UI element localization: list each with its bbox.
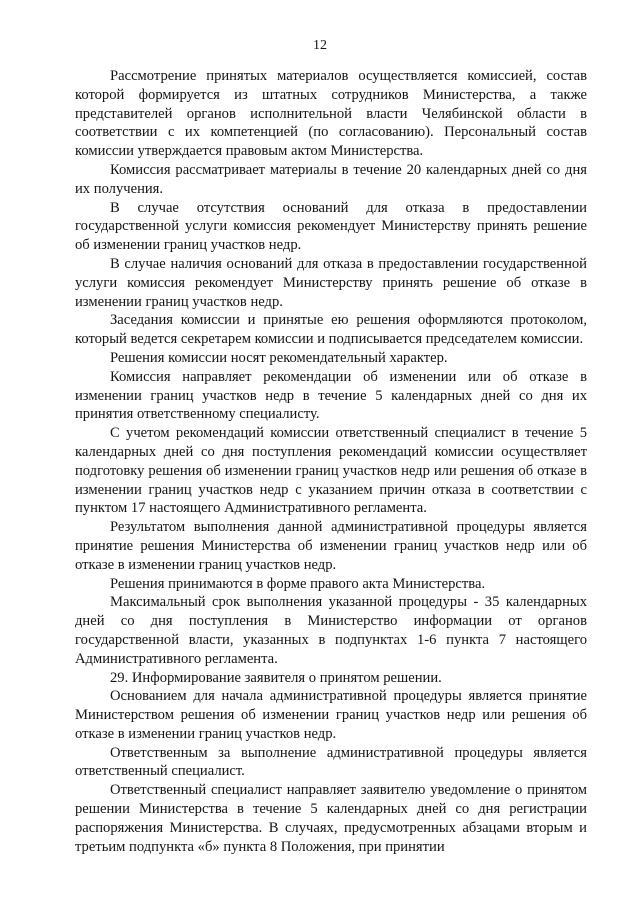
paragraph: Решения комиссии носят рекомендательный характер. bbox=[110, 349, 448, 366]
page-number: 12 bbox=[313, 38, 327, 53]
document-body bbox=[75, 67, 587, 856]
paragraph: Комиссия направляет рекомендации об изменении или об отказе в изменении границ участков недр в течение 5 календарных дней со дня их принятия ответственному специалисту. bbox=[75, 368, 587, 423]
paragraph: Комиссия рассматривает материалы в течение 20 календарных дней со дня их получения. bbox=[75, 161, 587, 197]
paragraph: Рассмотрение принятых материалов осуществляется комиссией, состав которой формируется из штатных сотрудников Министерства, а также представителей органов исполнительной власти Челябинской области в соответствии с их компетенцией (по согласованию). Персональный состав комиссии утверждается правовым актом Министерства. bbox=[75, 68, 587, 160]
paragraph: Решения принимаются в форме правого акта Министерства. bbox=[110, 575, 486, 592]
paragraph: Основанием для начала административной процедуры является принятие Министерством решения об изменении границ участков недр или решения об отказе в изменении границ участков недр. bbox=[75, 688, 587, 742]
paragraph: Максимальный срок выполнения указанной процедуры - 35 календарных дней со дня поступления в Министерство информации от органов государственной власти, указанных в подпунктах 1-6 пункта 7 настоящего Административного регламента. bbox=[75, 594, 587, 667]
paragraph: Результатом выполнения данной административной процедуры является принятие решения Министерства об изменении границ участков недр или об отказе в изменении границ участков недр. bbox=[75, 519, 587, 573]
paragraph: Ответственным за выполнение административной процедуры является ответственный специалист. bbox=[75, 744, 587, 780]
paragraph: В случае наличия оснований для отказа в предоставлении государственной услуги комиссия рекомендует Министерству принять решение об отказе в изменении границ участков недр. bbox=[75, 255, 587, 310]
paragraph: Ответственный специалист направляет заявителю уведомление о принятом решении Министерства в течение 5 календарных дней со дня регистрации распоряжения Министерства. В случаях, предусмотренных абзацами вторым и третьим подпункта «б» пункта 8 Положения, при принятии bbox=[75, 782, 587, 855]
paragraph: Заседания комиссии и принятые ею решения оформляются протоколом, который ведется секретарем комиссии и подписывается председателем комиссии. bbox=[75, 312, 587, 348]
paragraph: 29. Информирование заявителя о принятом решении. bbox=[110, 669, 442, 686]
paragraph: С учетом рекомендаций комиссии ответственный специалист в течение 5 календарных дней со дня поступления рекомендаций комиссии осуществляет подготовку решения об изменении границ участков недр или решения об отказе в изменении границ участков недр с указанием причин отказа в соответствии с пунктом 17 настоящего Административного регламента. bbox=[75, 425, 587, 517]
paragraph: В случае отсутствия оснований для отказа в предоставлении государственной услуги комиссия рекомендует Министерству принять решение об изменении границ участков недр. bbox=[75, 199, 587, 254]
